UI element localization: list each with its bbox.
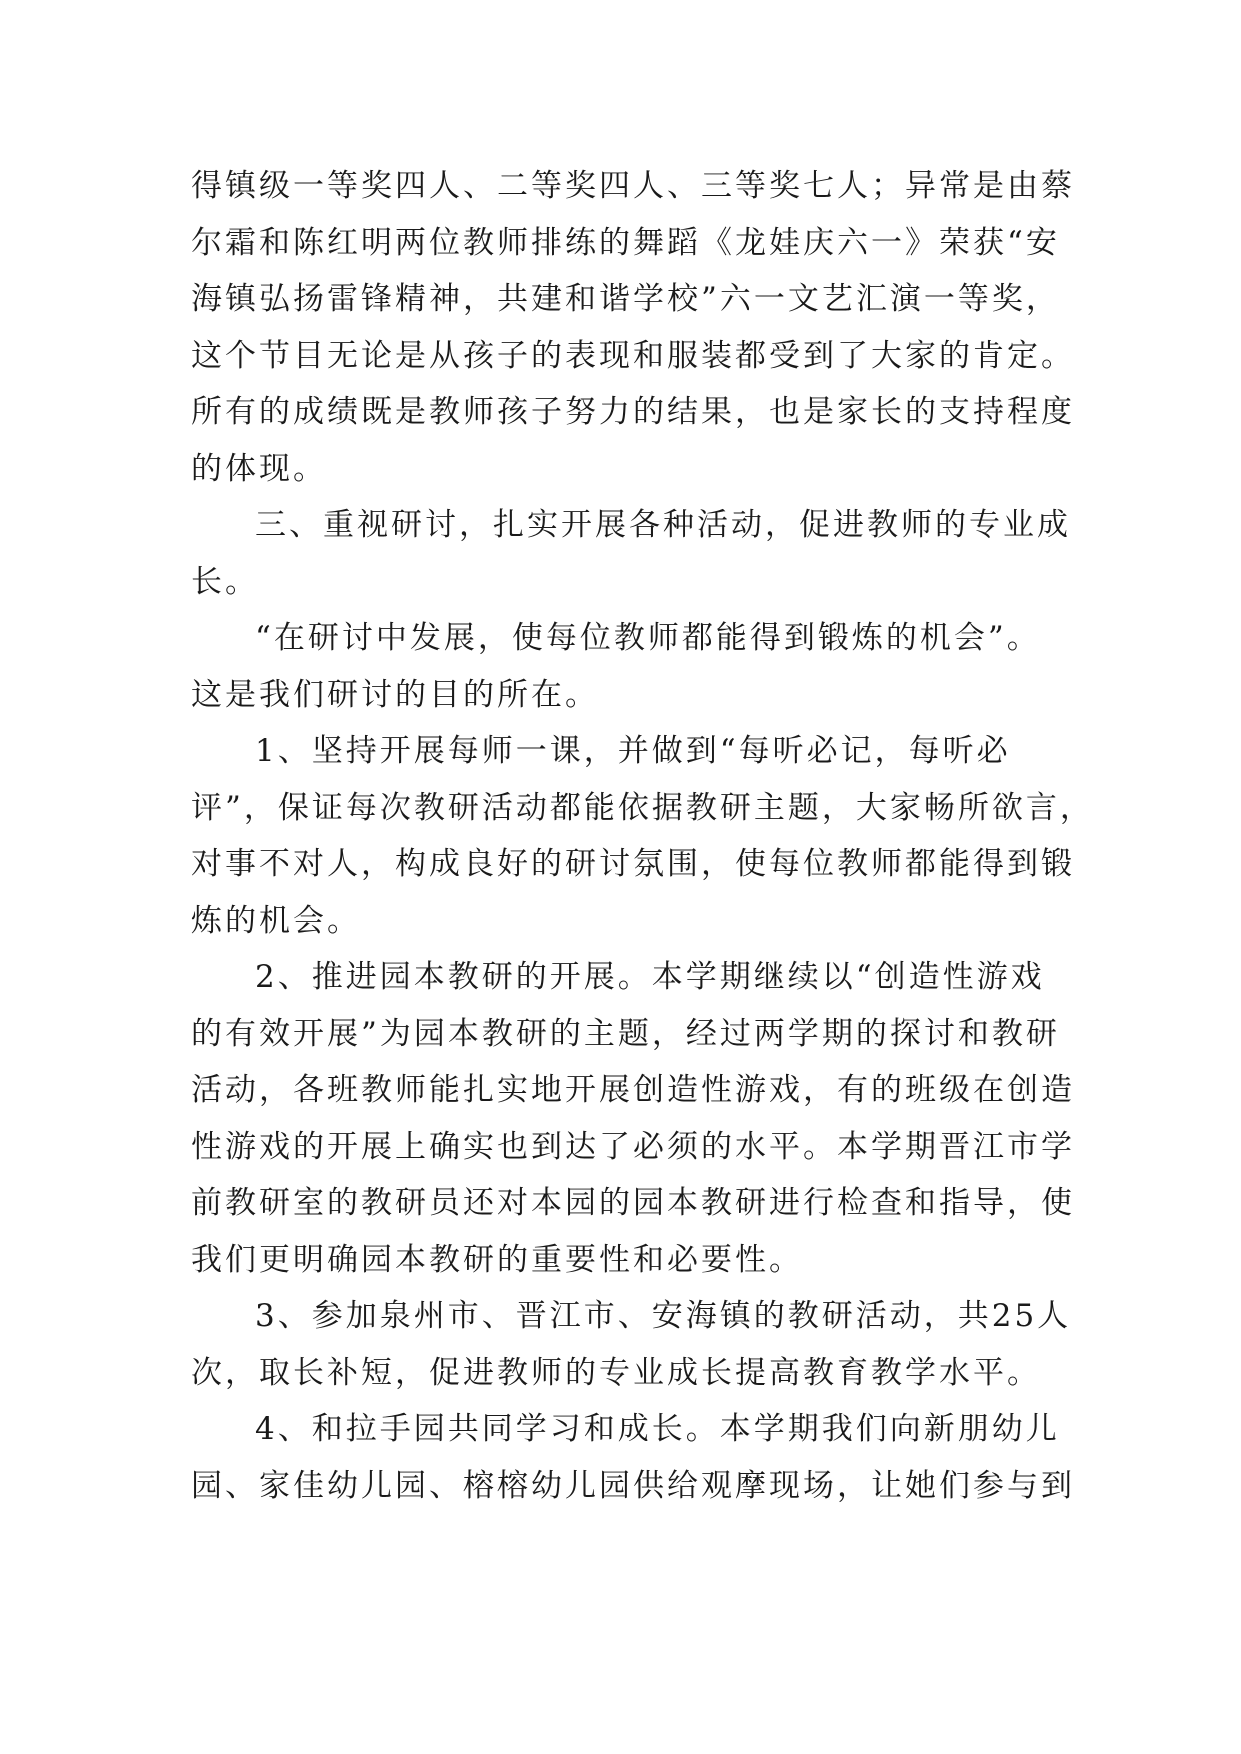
paragraph-line: 所有的成绩既是教师孩子努力的结果，也是家长的支持程度 [191,394,1075,430]
paragraph-line: 园、家佳幼儿园、榕榕幼儿园供给观摩现场，让她们参与到 [191,1467,1075,1504]
list-item-line: 4、和拉手园共同学习和成长。本学期我们向新朋幼儿 [255,1411,1060,1447]
paragraph-line: 对事不对人，构成良好的研讨氛围，使每位教师都能得到锻 [191,846,1075,882]
quote-line: “在研讨中发展，使每位教师都能得到锻炼的机会”。 [255,620,1041,656]
paragraph-line: 炼的机会。 [191,902,361,939]
paragraph-line: 尔霜和陈红明两位教师排练的舞蹈《龙娃庆六一》荣获“安 [191,224,1060,261]
paragraph-line: 海镇弘扬雷锋精神，共建和谐学校”六一文艺汇演一等奖， [191,281,1060,317]
section-heading-line: 长。 [191,563,259,600]
list-item-line: 1、坚持开展每师一课，并做到“每听必记，每听必 [255,733,1011,769]
paragraph-line: 得镇级一等奖四人、二等奖四人、三等奖七人；异常是由蔡 [191,168,1075,204]
paragraph-line: 活动，各班教师能扎实地开展创造性游戏，有的班级在创造 [191,1072,1075,1108]
paragraph-line: 评”，保证每次教研活动都能依据教研主题，大家畅所欲言， [191,789,1094,826]
document-body [191,158,1094,1514]
section-heading-line: 三、重视研讨，扎实开展各种活动，促进教师的专业成 [255,507,1071,543]
paragraph-line: 次，取长补短，促进教师的专业成长提高教育教学水平。 [191,1354,1041,1391]
paragraph-line: 这是我们研讨的目的所在。 [191,676,599,713]
paragraph-line: 前教研室的教研员还对本园的园本教研进行检查和指导，使 [191,1185,1075,1221]
paragraph-line: 的体现。 [191,450,327,487]
list-item-line: 3、参加泉州市、晋江市、安海镇的教研活动，共25人 [255,1298,1072,1334]
paragraph-line: 我们更明确园本教研的重要性和必要性。 [191,1241,803,1278]
paragraph-line: 这个节目无论是从孩子的表现和服装都受到了大家的肯定。 [191,337,1075,374]
paragraph-line: 的有效开展”为园本教研的主题，经过两学期的探讨和教研 [191,1015,1060,1052]
list-item-line: 2、推进园本教研的开展。本学期继续以“创造性游戏 [255,959,1045,995]
paragraph-line: 性游戏的开展上确实也到达了必须的水平。本学期晋江市学 [191,1128,1075,1165]
